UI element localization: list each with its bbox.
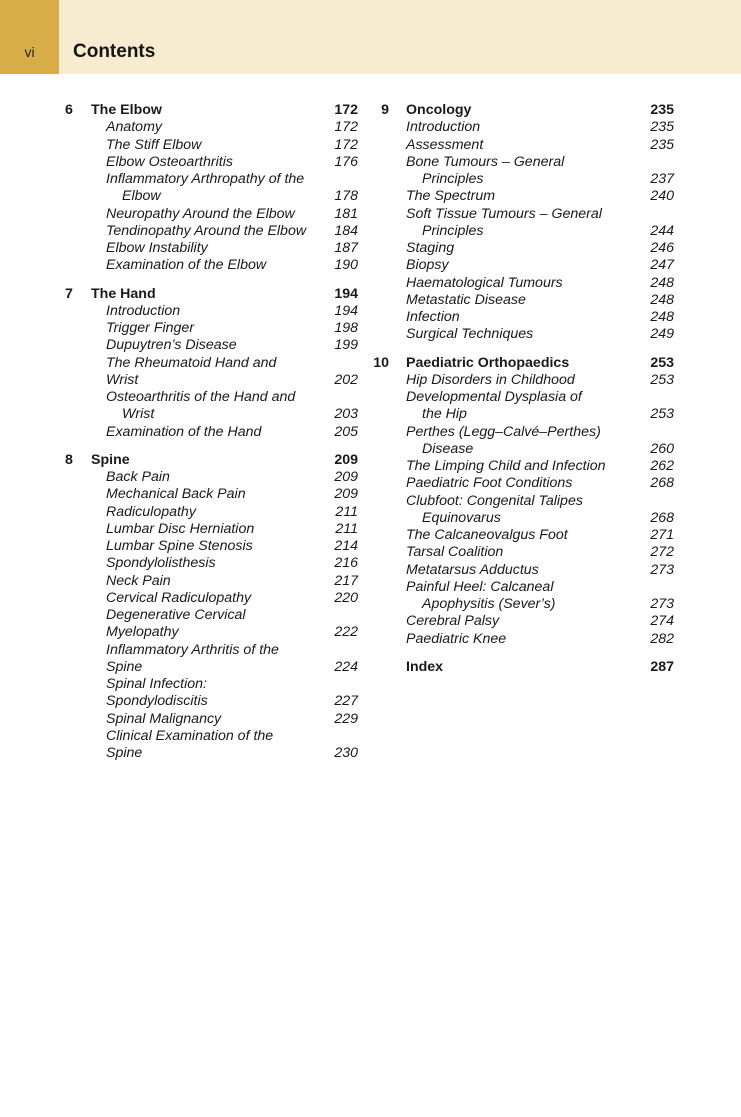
- toc-entry[interactable]: [65, 521, 358, 538]
- entry-title-line: Elbow: [122, 188, 161, 205]
- toc-right-column: [373, 102, 674, 676]
- entry-title-line: Introduction: [406, 119, 481, 136]
- page-number: vi: [24, 44, 35, 60]
- toc-entry[interactable]: [373, 257, 674, 274]
- entry-title: [65, 521, 358, 538]
- entry-title-line: Lumbar Spine Stenosis: [106, 538, 253, 554]
- entry-page: 272: [650, 544, 674, 561]
- toc-entry[interactable]: [373, 137, 674, 154]
- page-title: Contents: [73, 41, 156, 62]
- entry-title-line: Radiculopathy: [106, 503, 196, 520]
- entry-title: [373, 544, 674, 561]
- entry-title-line: Bone Tumours – General: [406, 153, 565, 170]
- toc-entry[interactable]: [65, 711, 358, 728]
- toc-entry[interactable]: [65, 728, 358, 763]
- entry-title: [65, 469, 358, 486]
- toc-entry[interactable]: [65, 337, 358, 354]
- entry-page: 199: [334, 337, 358, 354]
- chapter-number: 8: [65, 451, 73, 468]
- entry-title-line: Assessment: [406, 136, 484, 153]
- entry-title: [65, 137, 358, 154]
- toc-entry[interactable]: [65, 240, 358, 257]
- entry-title: [373, 389, 674, 424]
- toc-entry[interactable]: [373, 154, 674, 189]
- toc-entry[interactable]: [65, 303, 358, 320]
- entry-page: 209: [334, 469, 358, 485]
- entry-title: [65, 206, 358, 223]
- entry-page: 244: [650, 222, 674, 239]
- chapter-number: 7: [65, 285, 73, 302]
- entry-title-line: Spinal Malignancy: [106, 710, 222, 727]
- entry-title-line: Cervical Radiculopathy: [106, 589, 252, 606]
- toc-entry[interactable]: [373, 309, 674, 326]
- entry-title-line: Back Pain: [106, 469, 170, 485]
- toc-entry[interactable]: [65, 469, 358, 486]
- entry-title-line: Spinal Infection: Spondylodiscitis: [106, 676, 208, 710]
- toc-entry[interactable]: [373, 458, 674, 475]
- entry-title: [373, 309, 674, 326]
- entry-page: 248: [650, 309, 674, 325]
- chapter-title: The Hand: [91, 285, 156, 302]
- entry-page: 214: [334, 538, 358, 554]
- entry-page: 190: [334, 257, 358, 274]
- toc-entry[interactable]: [65, 119, 358, 136]
- toc-entry[interactable]: [65, 320, 358, 337]
- entry-page: 229: [334, 710, 358, 727]
- entry-page: 268: [650, 509, 674, 526]
- entry-title: [65, 555, 358, 572]
- chapter-title: Paediatric Orthopaedics: [406, 354, 570, 371]
- entry-title: [65, 486, 358, 503]
- entry-page: 248: [650, 291, 674, 308]
- entry-title-line: Principles: [422, 222, 484, 239]
- index-title: Index: [406, 658, 444, 675]
- entry-title-line: Degenerative Cervical Myelopathy: [106, 607, 246, 641]
- entry-title: [65, 590, 358, 607]
- entry-title-line: Elbow Osteoarthritis: [106, 153, 233, 170]
- entry-title: [373, 475, 674, 492]
- entry-page: 209: [334, 486, 358, 503]
- entry-page: 248: [650, 274, 674, 291]
- entry-title: [65, 538, 358, 555]
- toc-entry[interactable]: [65, 607, 358, 642]
- toc-entry[interactable]: [373, 579, 674, 614]
- entry-title-line: Clinical Examination of the Spine: [106, 727, 274, 761]
- entry-title: [373, 188, 674, 205]
- entry-title: [373, 275, 674, 292]
- toc-entry[interactable]: [65, 355, 358, 390]
- toc-entry[interactable]: [373, 206, 674, 241]
- chapter-number: 10: [373, 354, 389, 371]
- entry-title-line: The Limping Child and Infection: [406, 458, 606, 474]
- entry-page: 271: [650, 527, 674, 543]
- entry-page: 282: [650, 630, 674, 647]
- entry-title: [65, 642, 358, 677]
- toc-entry[interactable]: [65, 206, 358, 223]
- entry-title-line: Apophysitis (Sever’s): [422, 596, 556, 612]
- toc-left-column: [65, 102, 358, 773]
- entry-title-line: Infection: [406, 309, 460, 325]
- toc-entry[interactable]: [65, 137, 358, 154]
- chapter-number: 9: [381, 102, 389, 118]
- entry-title: [373, 257, 674, 274]
- toc-chapter: [373, 355, 674, 648]
- chapter-page: 253: [650, 354, 674, 371]
- toc-entry[interactable]: [65, 504, 358, 521]
- toc-chapter: [65, 452, 358, 763]
- toc-entry[interactable]: [373, 188, 674, 205]
- entry-title: [65, 711, 358, 728]
- entry-title: [373, 372, 674, 389]
- entry-title-line: Cerebral Palsy: [406, 613, 500, 630]
- entry-page: 202: [334, 371, 358, 388]
- entry-title-line: Biopsy: [406, 257, 449, 274]
- toc-entry[interactable]: [373, 475, 674, 492]
- entry-title: [373, 424, 674, 459]
- entry-title-line: Inflammatory Arthropathy of the: [106, 171, 305, 187]
- entry-title: [65, 389, 358, 424]
- entry-title-line: Principles: [422, 171, 484, 187]
- entry-title: [373, 119, 674, 136]
- entry-title: [373, 527, 674, 544]
- entry-title: [65, 728, 358, 763]
- chapter-heading[interactable]: [65, 452, 358, 469]
- toc-entry[interactable]: [373, 326, 674, 343]
- entry-title: [65, 240, 358, 257]
- entry-page: 230: [334, 745, 358, 761]
- toc-entry[interactable]: [65, 642, 358, 677]
- entry-title: [65, 676, 358, 711]
- toc-entry[interactable]: [65, 486, 358, 503]
- entry-page: 235: [650, 119, 674, 136]
- toc-entry[interactable]: [373, 389, 674, 424]
- toc-entry[interactable]: [65, 590, 358, 607]
- toc-chapter: [65, 102, 358, 275]
- entry-title: [65, 257, 358, 274]
- entry-title: [65, 573, 358, 590]
- entry-page: 274: [650, 613, 674, 630]
- entry-title: [373, 493, 674, 528]
- chapter-title: The Elbow: [91, 102, 162, 118]
- toc-entry[interactable]: [65, 171, 358, 206]
- entry-page: 235: [650, 136, 674, 153]
- entry-title-line: Paediatric Foot Conditions: [406, 475, 573, 492]
- toc-entry[interactable]: [65, 154, 358, 171]
- entry-title-line: The Calcaneovalgus Foot: [406, 527, 568, 543]
- toc-entry[interactable]: [373, 493, 674, 528]
- entry-title-line: The Stiff Elbow: [106, 136, 202, 153]
- entry-title: [373, 458, 674, 475]
- toc-entry[interactable]: [373, 372, 674, 389]
- entry-title-line: Dupuytren’s Disease: [106, 337, 237, 354]
- entry-page: 176: [334, 153, 358, 170]
- entry-page: 273: [650, 596, 674, 612]
- toc-entry[interactable]: [373, 562, 674, 579]
- entry-page: 268: [650, 475, 674, 492]
- entry-title-line: Surgical Techniques: [406, 326, 534, 343]
- entry-title-line: Inflammatory Arthritis of the Spine: [106, 641, 279, 675]
- chapter-heading[interactable]: [373, 102, 674, 119]
- entry-page: 211: [335, 503, 358, 520]
- entry-page: 262: [650, 458, 674, 474]
- entry-title: [373, 154, 674, 189]
- toc-entry[interactable]: [65, 538, 358, 555]
- entry-title-line: Developmental Dysplasia of: [406, 389, 582, 405]
- entry-page: 205: [334, 423, 358, 440]
- entry-title: [65, 320, 358, 337]
- toc-entry[interactable]: [65, 424, 358, 441]
- entry-title-line: Neck Pain: [106, 572, 171, 589]
- toc-chapter: [65, 286, 358, 441]
- chapter-page: 172: [334, 102, 358, 118]
- entry-title-line: Trigger Finger: [106, 320, 195, 336]
- entry-title: [65, 607, 358, 642]
- entry-page: 227: [334, 693, 358, 710]
- entry-title-line: Anatomy: [106, 119, 162, 136]
- entry-page: 246: [650, 240, 674, 256]
- entry-title: [65, 424, 358, 441]
- entry-page: 198: [334, 320, 358, 336]
- chapter-title: Spine: [91, 451, 130, 468]
- entry-title: [65, 303, 358, 320]
- toc-entry[interactable]: [373, 527, 674, 544]
- entry-title: [373, 613, 674, 630]
- entry-title: [373, 292, 674, 309]
- entry-title-line: Metatarsus Adductus: [406, 561, 539, 578]
- entry-title-line: Examination of the Elbow: [106, 257, 267, 274]
- entry-page: 211: [335, 520, 358, 537]
- entry-title-line: Soft Tissue Tumours – General: [406, 205, 602, 222]
- entry-page: 172: [334, 119, 358, 136]
- entry-page: 178: [334, 188, 358, 205]
- chapter-page: 194: [334, 285, 358, 302]
- chapter-number: 6: [65, 102, 73, 118]
- entry-page: 273: [650, 561, 674, 578]
- entry-page: 203: [334, 406, 358, 423]
- entry-title: [373, 562, 674, 579]
- toc-entry[interactable]: [373, 240, 674, 257]
- entry-title: [373, 631, 674, 648]
- entry-page: 224: [334, 658, 358, 675]
- entry-title-line: Examination of the Hand: [106, 423, 262, 440]
- entry-title-line: the Hip: [422, 406, 467, 423]
- entry-page: 187: [334, 240, 358, 256]
- toc-entry[interactable]: [373, 631, 674, 648]
- toc-entry[interactable]: [373, 275, 674, 292]
- entry-title: [373, 137, 674, 154]
- chapter-heading[interactable]: [373, 355, 674, 372]
- toc-entry[interactable]: [65, 223, 358, 240]
- entry-page: 249: [650, 326, 674, 343]
- entry-title-line: Wrist: [122, 406, 155, 423]
- entry-page: 184: [334, 222, 358, 239]
- entry-page: 260: [650, 440, 674, 457]
- entry-title-line: Tarsal Coalition: [406, 544, 504, 561]
- entry-title: [65, 171, 358, 206]
- toc-entry[interactable]: [65, 676, 358, 711]
- entry-page: 217: [334, 572, 358, 589]
- entry-title-line: Spondylolisthesis: [106, 555, 216, 572]
- entry-title-line: Osteoarthritis of the Hand and: [106, 389, 296, 405]
- chapter-title: Oncology: [406, 102, 472, 118]
- chapter-page: 235: [650, 102, 674, 118]
- entry-title-line: Clubfoot: Congenital Talipes: [406, 492, 583, 509]
- entry-title-line: Metastatic Disease: [406, 291, 526, 308]
- entry-title: [373, 579, 674, 614]
- entry-page: 216: [334, 555, 358, 572]
- entry-title-line: Painful Heel: Calcaneal: [406, 578, 554, 595]
- toc-entry[interactable]: [373, 119, 674, 136]
- entry-title: [65, 154, 358, 171]
- entry-title-line: The Rheumatoid Hand and Wrist: [106, 354, 277, 388]
- toc-chapter: [373, 102, 674, 344]
- entry-title-line: Haematological Tumours: [406, 274, 563, 291]
- entry-page: 220: [334, 589, 358, 606]
- entry-title-line: Lumbar Disc Herniation: [106, 520, 255, 537]
- page-number-tab: [0, 0, 59, 74]
- entry-title: [373, 240, 674, 257]
- toc-entry[interactable]: [373, 613, 674, 630]
- toc-entry[interactable]: [373, 292, 674, 309]
- entry-title-line: Elbow Instability: [106, 240, 208, 256]
- entry-title: [373, 206, 674, 241]
- entry-title-line: Mechanical Back Pain: [106, 486, 246, 503]
- toc-entry[interactable]: [373, 424, 674, 459]
- entry-page: 240: [650, 188, 674, 205]
- entry-title-line: Equinovarus: [422, 509, 501, 526]
- entry-title: [65, 337, 358, 354]
- entry-title-line: Staging: [406, 240, 455, 256]
- toc-entry[interactable]: [65, 573, 358, 590]
- entry-page: 237: [650, 171, 674, 187]
- entry-page: 253: [650, 406, 674, 423]
- index-page: 287: [650, 658, 674, 675]
- toc-entry[interactable]: [65, 389, 358, 424]
- entry-page: 222: [334, 624, 358, 641]
- chapter-page: 209: [334, 451, 358, 468]
- entry-page: 172: [334, 136, 358, 153]
- index-entry[interactable]: [373, 659, 674, 676]
- entry-title: [65, 355, 358, 390]
- entry-page: 181: [334, 205, 358, 222]
- entry-title-line: Hip Disorders in Childhood: [406, 371, 575, 388]
- toc-entry[interactable]: [373, 544, 674, 561]
- entry-title-line: Perthes (Legg–Calvé–Perthes): [406, 423, 601, 440]
- toc-entry[interactable]: [65, 555, 358, 572]
- chapter-heading[interactable]: [65, 286, 358, 303]
- entry-title-line: Tendinopathy Around the Elbow: [106, 222, 307, 239]
- entry-title: [65, 504, 358, 521]
- entry-title: [65, 223, 358, 240]
- entry-page: 253: [650, 371, 674, 388]
- chapter-heading[interactable]: [65, 102, 358, 119]
- entry-page: 194: [334, 302, 358, 319]
- entry-title-line: Neuropathy Around the Elbow: [106, 205, 295, 222]
- entry-title: [373, 326, 674, 343]
- entry-title-line: Introduction: [106, 302, 181, 319]
- entry-title-line: Paediatric Knee: [406, 630, 507, 647]
- entry-title-line: The Spectrum: [406, 188, 496, 205]
- entry-title-line: Disease: [422, 440, 474, 457]
- entry-title: [65, 119, 358, 136]
- entry-page: 247: [650, 257, 674, 274]
- toc-entry[interactable]: [65, 257, 358, 274]
